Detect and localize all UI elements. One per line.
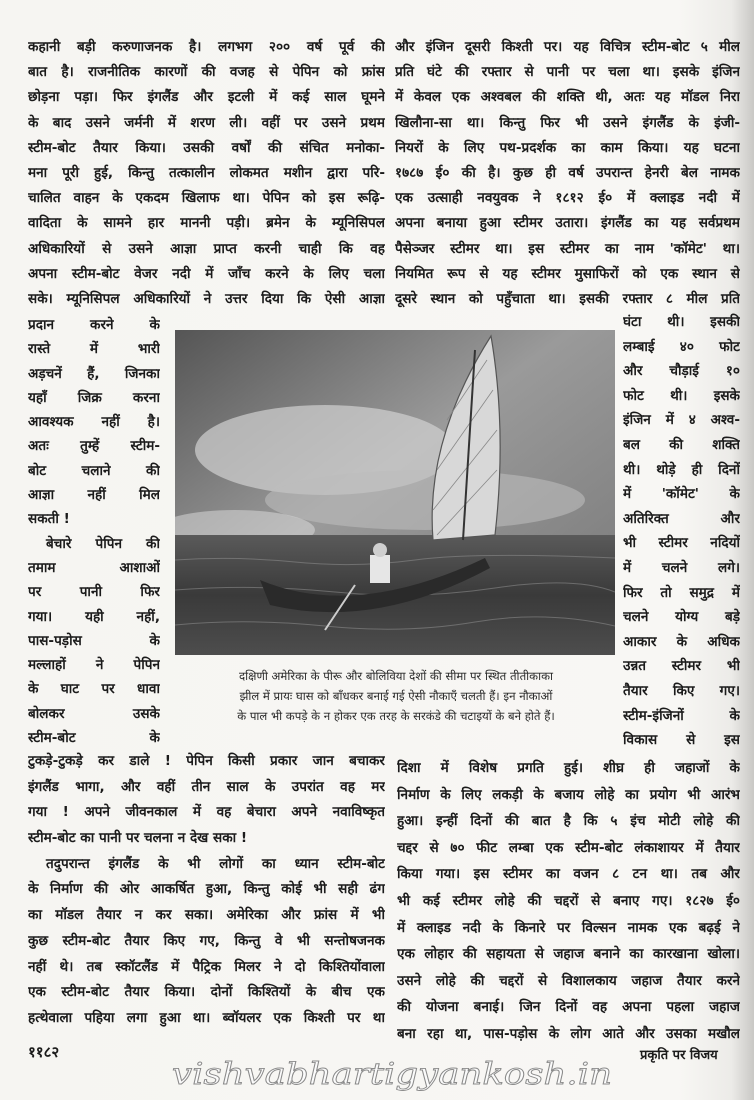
reed-boat-photo xyxy=(175,330,615,655)
text-line: तदुपरान्त इंगलैंड के भी लोगों का ध्यान स्टीम-बोट xyxy=(46,855,385,872)
text-line: एक स्टीम-बोट तैयार किया। दोनों किश्तियों के बीच एक xyxy=(28,984,385,1001)
caption-line: के पाल भी कपड़े के न होकर एक तरह के सरकंडे की चटाइयों के बने होते हैं। xyxy=(237,709,555,723)
text-line: बोलकर उसके xyxy=(28,705,160,722)
text-line: १७८७ ई० की है। कुछ ही वर्ष उपरान्त हेनरी बेल नामक xyxy=(395,164,740,181)
text-line: रास्ते में भारी xyxy=(28,341,160,358)
text-line: विकास से इस xyxy=(623,732,740,749)
caption-line: झील में प्रायः घास को बाँधकर बनाई गई ऐसी नौकाएँ चलती हैं। इन नौकाओं xyxy=(239,689,553,703)
text-line: भी स्टीमर नदियों xyxy=(623,535,740,552)
text-line: नहीं थे। तब स्कॉटलैंड में पैट्रिक मिलर ने दो किश्तियोंवाला xyxy=(28,958,385,975)
text-line: बना रहा था, पास-पड़ोस के लोग आते और उसका मखौल xyxy=(397,1025,740,1042)
text-line: फिर तो समुद्र में xyxy=(623,584,740,601)
text-line: अधिकारियों से उसने आज्ञा प्राप्त करनी चाही कि वह xyxy=(28,240,385,257)
right-column-top xyxy=(395,35,740,312)
text-line: उन्नत स्टीमर भी xyxy=(623,658,740,675)
text-line: छोड़ना पड़ा। फिर इंगलैंड और इटली में कई साल घूमने xyxy=(28,89,385,106)
text-line: पास-पड़ोस के xyxy=(28,632,160,649)
text-line: चालित वाहन के एकदम खिलाफ था। पेपिन को इस रूढ़ि- xyxy=(28,190,385,207)
text-line: हत्थेवाला पहिया लगा हुआ था। ब्वॉयलर एक किश्ती पर था xyxy=(28,1009,385,1026)
text-line: इंजिन में ४ अश्व- xyxy=(623,412,740,429)
text-line: पैसेञ्जर स्टीमर था। इस स्टीमर का नाम 'कॉमेट' था। xyxy=(395,240,740,257)
text-line: मना पूरी हुई, किन्तु तत्कालीन लोकमत मशीन द्वारा परि- xyxy=(28,164,385,181)
text-line: पर पानी फिर xyxy=(28,584,160,601)
text-line: बात है। राजनीतिक कारणों की वजह से पेपिन को फ्रांस xyxy=(28,64,385,81)
caption-line: दक्षिणी अमेरिका के पीरू और बोलिविया देशों की सीमा पर स्थित तीतीकाका xyxy=(239,669,553,683)
text-line: आवश्यक नहीं है। xyxy=(28,414,160,431)
boatman xyxy=(370,555,390,583)
text-line: बोट चलाने की xyxy=(28,462,160,479)
right-column-bottom xyxy=(397,755,740,1048)
text-line: नियमित रूप से यह स्टीमर मुसाफिरों को एक स्थान से xyxy=(395,265,740,282)
text-line: मल्लाहों ने पेपिन xyxy=(28,657,160,674)
text-line: और चौड़ाई १० xyxy=(623,363,740,380)
text-line: वादिता के सामने हार माननी पड़ी। ब्रमेन के म्यूनिसिपल xyxy=(28,215,385,232)
text-line: बल की शक्ति xyxy=(623,436,740,453)
text-line: में चलने लगे। xyxy=(623,559,740,576)
text-line: हुआ। इन्हीं दिनों की बात है कि ५ इंच मोटी लोहे की xyxy=(397,813,740,830)
text-line: स्टीम-बोट के xyxy=(28,730,160,747)
text-line: में 'कॉमेट' के xyxy=(623,486,740,503)
text-line: एक उत्साही नवयुवक ने १८१२ ई० में क्लाइड नदी में xyxy=(395,190,740,207)
text-line: प्रति घंटे की रफ्तार से पानी पर चला था। इसके इंजिन xyxy=(395,64,740,81)
text-line: कुछ स्टीम-बोट तैयार किए गए, किन्तु वे भी सन्तोषजनक xyxy=(28,932,385,949)
text-line: यहाँ जिक्र करना xyxy=(28,389,160,406)
running-footer: प्रकृति पर विजय xyxy=(640,1048,718,1063)
text-line: के घाट पर धावा xyxy=(28,681,160,698)
text-line: दूसरे स्थान को पहुँचाता था। इसकी रफ्तार ८ मील प्रति xyxy=(395,290,740,307)
text-line: एक लोहार की सहायता से जहाज बनाने का कारखाना खोला। xyxy=(397,946,740,963)
text-line: तमाम आशाओं xyxy=(28,559,160,576)
left-column-top xyxy=(28,35,385,312)
text-line: खिलौना-सा था। किन्तु फिर भी उसने इंगलैंड के इंजी- xyxy=(395,114,740,131)
text-line: टुकड़े-टुकड़े कर डाले ! पेपिन किसी प्रकार जान बचाकर xyxy=(28,753,385,769)
text-line: अपना स्टीम-बोट वेजर नदी में जाँच करने के लिए चला xyxy=(28,265,385,282)
text-line: गया ! अपने जीवनकाल में वह बेचारा अपने नवाविष्कृत xyxy=(28,804,385,821)
watermark-text: vishvabhartigyankosh.in xyxy=(172,1057,612,1092)
right-column-beside-photo xyxy=(623,310,740,753)
text-line: अतिरिक्त और xyxy=(623,510,740,527)
text-line: इंगलैंड भागा, और वहीं तीन साल के उपरांत वह मर xyxy=(28,778,385,795)
text-line: अतः तुम्हें स्टीम- xyxy=(28,438,160,455)
text-line: का मॉडल तैयार न कर सका। अमेरिका और फ्रांस में भी xyxy=(28,907,385,924)
text-line: के निर्माण की ओर आकर्षित हुआ, किन्तु कोई भी सही ढंग xyxy=(28,881,385,898)
text-line: सके। म्यूनिसिपल अधिकारियों ने उत्तर दिया कि ऐसी आज्ञा xyxy=(28,290,385,307)
text-line: लम्बाई ४० फोट xyxy=(623,338,740,355)
text-line: आकार के अधिक xyxy=(623,633,740,650)
left-column-beside-photo xyxy=(28,313,160,750)
text-line: गया। यही नहीं, xyxy=(28,608,160,625)
text-line: नियरों के लिए पथ-प्रदर्शक का काम किया। यह घटना xyxy=(395,139,740,156)
text-line: उसने लोहे की चद्दरों से विशालकाय जहाज तैयार करने xyxy=(397,972,740,989)
text-line: में केवल एक अश्वबल की शक्ति थी, अतः यह मॉडल निरा xyxy=(395,89,740,106)
watermark xyxy=(172,1054,622,1094)
text-line: में क्लाइड नदी के किनारे पर विल्सन नामक एक बढ़ई ने xyxy=(397,919,740,936)
text-line: आज्ञा नहीं मिल xyxy=(28,487,160,504)
text-line: दिशा में विशेष प्रगति हुई। शीघ्र ही जहाजों के xyxy=(397,760,740,776)
text-line: घंटा थी। इसकी xyxy=(623,314,740,330)
text-line: निर्माण के लिए लकड़ी के बजाय लोहे का प्रयोग भी आरंभ xyxy=(397,786,740,803)
text-line: कहानी बड़ी करुणाजनक है। लगभग २०० वर्ष पूर्व की xyxy=(28,39,385,55)
text-line: स्टीम-बोट तैयार किया। उसकी वर्षों की संचित मनोका- xyxy=(28,139,385,156)
text-line: भी कई स्टीमर लोहे की चद्दरों से बनाए गए। १८२७ ई० xyxy=(397,892,740,909)
text-line: अपना बनाया हुआ स्टीमर उतारा। इंगलैंड का यह सर्वप्रथम xyxy=(395,215,740,232)
text-line: और इंजिन दूसरी किश्ती पर। यह विचित्र स्टीम-बोट ५ मील xyxy=(395,39,740,55)
text-line: स्टीम-इंजिनों के xyxy=(623,707,740,724)
text-line: थी। थोड़े ही दिनों xyxy=(623,461,740,478)
text-line: चलने योग्य बड़े xyxy=(623,609,740,626)
text-line: प्रदान करने के xyxy=(28,317,160,333)
text-line: तैयार किए गए। xyxy=(623,682,740,699)
text-line: स्टीम-बोट का पानी पर चलना न देख सका ! xyxy=(28,830,248,847)
text-line: किया गया। इस स्टीमर का वजन ८ टन था। तब और xyxy=(397,866,740,883)
text-line: सकती ! xyxy=(28,511,70,528)
text-line: बेचारे पेपिन की xyxy=(46,535,160,552)
text-line: अड़चनें हैं, जिनका xyxy=(28,365,160,382)
text-line: फोट थी। इसके xyxy=(623,387,740,404)
left-column-bottom xyxy=(28,749,385,1032)
text-line: चद्दर से ७० फीट लम्बा एक स्टीम-बोट लंकाशायर में तैयार xyxy=(397,839,740,856)
text-line: के बाद उसने जर्मनी में शरण ली। वहीं पर उसने प्रथम xyxy=(28,114,385,131)
photo-caption xyxy=(178,666,614,726)
page-number: ११८२ xyxy=(28,1043,60,1061)
text-line: की योजना बनाई। जिन दिनों वह अपना पहला जहाज xyxy=(397,999,740,1016)
